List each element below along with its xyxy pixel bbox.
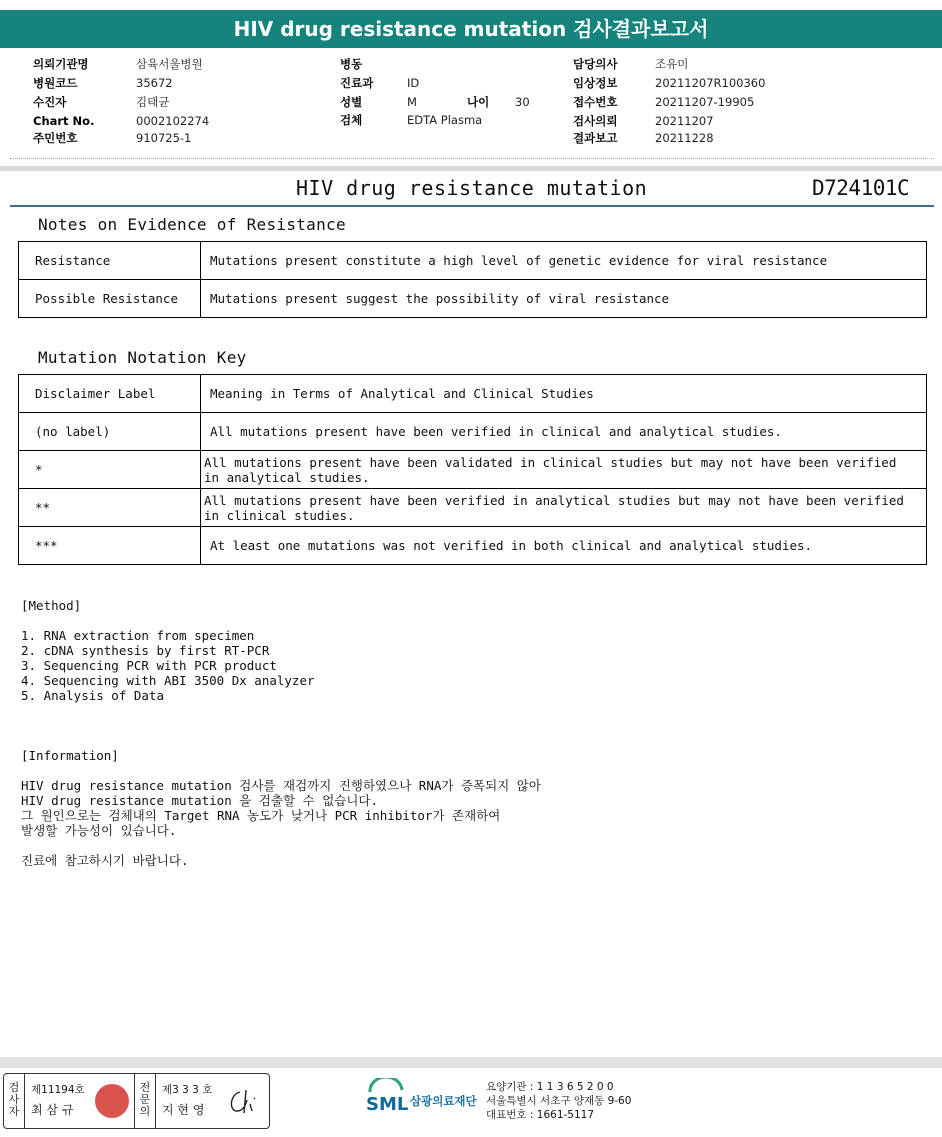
notation-text: All mutations present have been verified in analytical studies but may not have been verified in clinical studies. — [201, 489, 927, 527]
table-row — [19, 527, 927, 565]
report-code: D724101C — [812, 176, 910, 200]
table-row — [19, 242, 927, 280]
patient-info-col2 — [340, 55, 530, 130]
notation-label: * — [19, 451, 201, 489]
table-row — [19, 451, 927, 489]
patient-info-col3 — [573, 55, 765, 148]
info-row-receipt-no: 접수번호 20211207-19905 — [573, 95, 755, 109]
method-list — [21, 628, 315, 703]
info-row-doctor: 담당의사 조유미 — [573, 57, 689, 71]
info-row-report-date: 결과보고 20211228 — [573, 131, 714, 145]
specialist-license: 제3 3 3 호 — [162, 1084, 213, 1096]
table-row — [19, 280, 927, 318]
info-row-department: 진료과 ID — [340, 76, 420, 90]
org-address — [486, 1080, 631, 1122]
sml-logo-text: SML — [366, 1094, 408, 1115]
notation-text: Meaning in Terms of Analytical and Clinical Studies — [201, 375, 927, 413]
notation-text: At least one mutations was not verified in both clinical and analytical studies. — [201, 527, 927, 565]
notation-label: Disclaimer Label — [19, 375, 201, 413]
list-item: 3. Sequencing PCR with PCR product — [21, 658, 277, 673]
inspector-seal-icon — [95, 1084, 129, 1118]
inspector-role: 검사자 — [8, 1081, 20, 1118]
info-row-resident-no: 주민번호 910725-1 — [33, 131, 192, 145]
info-row-chart-no: Chart No. 0002102274 — [33, 114, 210, 128]
information-line: 그 원인으로는 검체내의 Target RNA 농도가 낮거나 PCR inhibitor가 존재하여 — [21, 808, 501, 823]
specialist-name: 지 현 영 — [162, 1103, 205, 1117]
info-row-hospital-code: 병원코드 35672 — [33, 76, 173, 90]
sml-logo-icon — [364, 1078, 408, 1118]
title-rule — [10, 205, 934, 207]
information-heading: [Information] — [21, 748, 119, 763]
table-row — [19, 413, 927, 451]
notation-label: ** — [19, 489, 201, 527]
info-row-clinical-info: 임상정보 20211207R100360 — [573, 76, 766, 90]
info-row-sex-age: 성별 M 나이 30 — [340, 95, 530, 109]
information-line: 발생할 가능성이 있습니다. — [21, 823, 177, 838]
list-item: 1. RNA extraction from specimen — [21, 628, 255, 643]
section-band — [0, 166, 942, 171]
info-row-ward: 병동 — [340, 57, 363, 71]
list-item: 2. cDNA synthesis by first RT-PCR — [21, 643, 270, 658]
notation-heading: Mutation Notation Key — [38, 348, 247, 367]
information-body — [21, 778, 541, 838]
footer-band — [0, 1057, 942, 1068]
address-line: 서울특별시 서초구 양재동 9-60 — [486, 1095, 632, 1107]
specialist-role: 전문의 — [139, 1081, 151, 1118]
notation-label: *** — [19, 527, 201, 565]
information-line: HIV drug resistance mutation 을 검출할 수 없습니다. — [21, 793, 379, 808]
report-title: HIV drug resistance mutation — [296, 176, 648, 200]
org-name: 삼광의료재단 — [410, 1094, 477, 1108]
evidence-label: Resistance — [19, 242, 201, 280]
info-row-request-date: 검사의뢰 20211207 — [573, 114, 714, 128]
info-divider — [10, 158, 934, 159]
inspector-license: 제11194호 — [31, 1084, 85, 1096]
signature-icon — [226, 1086, 264, 1118]
patient-info-col1 — [33, 55, 209, 148]
list-item: 5. Analysis of Data — [21, 688, 164, 703]
signature-box — [3, 1073, 270, 1129]
table-row — [19, 489, 927, 527]
report-header-title: HIV drug resistance mutation 검사결과보고서 — [0, 10, 942, 48]
evidence-label: Possible Resistance — [19, 280, 201, 318]
evidence-text: Mutations present suggest the possibility of viral resistance — [201, 280, 927, 318]
information-closing: 진료에 참고하시기 바랍니다. — [21, 853, 189, 868]
info-row-patient: 수진자 김태균 — [33, 95, 170, 109]
info-row-institution: 의뢰기관명 삼육서울병원 — [33, 57, 203, 71]
list-item: 4. Sequencing with ABI 3500 Dx analyzer — [21, 673, 315, 688]
notation-text: All mutations present have been validated in clinical studies but may not have been verified in analytical studies. — [201, 451, 927, 489]
table-row — [19, 375, 927, 413]
information-line: HIV drug resistance mutation 검사를 재검까지 진행하였으나 RNA가 증폭되지 않아 — [21, 778, 541, 793]
divider — [155, 1074, 156, 1128]
method-heading: [Method] — [21, 598, 82, 613]
evidence-heading: Notes on Evidence of Resistance — [38, 215, 346, 234]
inspector-name: 최 삼 규 — [31, 1103, 74, 1117]
notation-text: All mutations present have been verified in clinical and analytical studies. — [201, 413, 927, 451]
evidence-table — [18, 241, 927, 318]
divider — [134, 1074, 135, 1128]
address-line: 대표번호 : 1661-5117 — [486, 1109, 595, 1121]
notation-label: (no label) — [19, 413, 201, 451]
divider — [24, 1074, 25, 1128]
address-line: 요양기관 : 1 1 3 6 5 2 0 0 — [486, 1081, 614, 1093]
evidence-text: Mutations present constitute a high level of genetic evidence for viral resistance — [201, 242, 927, 280]
info-row-specimen: 검체 EDTA Plasma — [340, 113, 483, 127]
notation-table — [18, 374, 927, 565]
